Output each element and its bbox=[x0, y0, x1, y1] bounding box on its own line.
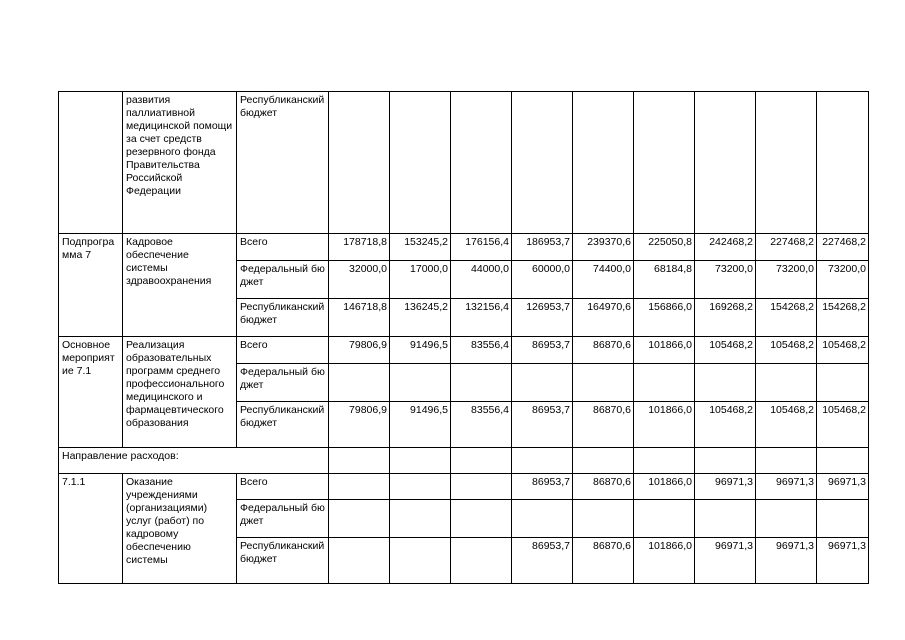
value-cell bbox=[695, 364, 756, 402]
budget-table bbox=[58, 91, 869, 584]
value-cell: 96971,3 bbox=[756, 538, 817, 584]
value-cell: 105468,2 bbox=[756, 337, 817, 364]
value-cell bbox=[817, 500, 869, 538]
value-cell: 83556,4 bbox=[451, 337, 512, 364]
source-cell: Республиканский бюджет bbox=[237, 299, 329, 337]
value-cell bbox=[817, 364, 869, 402]
value-cell bbox=[512, 92, 573, 234]
table-row bbox=[59, 448, 869, 474]
table-row bbox=[59, 234, 869, 261]
value-cell bbox=[573, 92, 634, 234]
value-cell: 44000,0 bbox=[451, 261, 512, 299]
value-cell: 86870,6 bbox=[573, 474, 634, 500]
value-cell bbox=[756, 92, 817, 234]
value-cell: 86870,6 bbox=[573, 538, 634, 584]
value-cell: 178718,8 bbox=[329, 234, 390, 261]
value-cell bbox=[756, 364, 817, 402]
value-cell: 86953,7 bbox=[512, 337, 573, 364]
value-cell: 176156,4 bbox=[451, 234, 512, 261]
value-cell: 96971,3 bbox=[756, 474, 817, 500]
value-cell bbox=[756, 500, 817, 538]
value-cell: 239370,6 bbox=[573, 234, 634, 261]
value-cell bbox=[573, 364, 634, 402]
value-cell: 227468,2 bbox=[817, 234, 869, 261]
empty-cell bbox=[695, 448, 756, 474]
empty-cell bbox=[512, 448, 573, 474]
value-cell: 186953,7 bbox=[512, 234, 573, 261]
table-row bbox=[59, 92, 869, 234]
value-cell bbox=[329, 364, 390, 402]
table-row bbox=[59, 337, 869, 364]
name-cell: Кадровое обеспечение системы здравоохранения bbox=[123, 234, 237, 337]
source-cell: Всего bbox=[237, 234, 329, 261]
source-cell: Республиканский бюджет bbox=[237, 538, 329, 584]
value-cell bbox=[634, 500, 695, 538]
value-cell: 154268,2 bbox=[817, 299, 869, 337]
value-cell: 227468,2 bbox=[756, 234, 817, 261]
value-cell bbox=[512, 500, 573, 538]
value-cell: 101866,0 bbox=[634, 474, 695, 500]
value-cell: 86870,6 bbox=[573, 337, 634, 364]
value-cell bbox=[390, 474, 451, 500]
source-cell: Всего bbox=[237, 474, 329, 500]
value-cell: 105468,2 bbox=[695, 337, 756, 364]
value-cell: 101866,0 bbox=[634, 402, 695, 448]
value-cell bbox=[451, 92, 512, 234]
source-cell: Федеральный бюджет bbox=[237, 364, 329, 402]
value-cell: 79806,9 bbox=[329, 402, 390, 448]
value-cell: 146718,8 bbox=[329, 299, 390, 337]
value-cell bbox=[512, 364, 573, 402]
value-cell: 132156,4 bbox=[451, 299, 512, 337]
value-cell bbox=[451, 364, 512, 402]
value-cell bbox=[634, 92, 695, 234]
value-cell: 225050,8 bbox=[634, 234, 695, 261]
value-cell: 83556,4 bbox=[451, 402, 512, 448]
value-cell: 136245,2 bbox=[390, 299, 451, 337]
source-cell: Федеральный бюджет bbox=[237, 500, 329, 538]
value-cell: 91496,5 bbox=[390, 402, 451, 448]
value-cell: 156866,0 bbox=[634, 299, 695, 337]
value-cell: 73200,0 bbox=[695, 261, 756, 299]
value-cell bbox=[573, 500, 634, 538]
source-cell: Республиканский бюджет bbox=[237, 92, 329, 234]
value-cell: 96971,3 bbox=[695, 474, 756, 500]
value-cell: 86953,7 bbox=[512, 474, 573, 500]
value-cell: 86953,7 bbox=[512, 538, 573, 584]
value-cell: 73200,0 bbox=[817, 261, 869, 299]
value-cell: 105468,2 bbox=[756, 402, 817, 448]
table-row bbox=[59, 474, 869, 500]
empty-cell bbox=[390, 448, 451, 474]
value-cell bbox=[695, 92, 756, 234]
code-cell bbox=[59, 92, 123, 234]
value-cell: 101866,0 bbox=[634, 538, 695, 584]
value-cell: 91496,5 bbox=[390, 337, 451, 364]
value-cell bbox=[451, 538, 512, 584]
value-cell bbox=[390, 500, 451, 538]
empty-cell bbox=[817, 448, 869, 474]
section-heading: Направление расходов: bbox=[59, 448, 329, 474]
value-cell bbox=[634, 364, 695, 402]
value-cell bbox=[451, 474, 512, 500]
code-cell: Подпрограмма 7 bbox=[59, 234, 123, 337]
value-cell: 164970,6 bbox=[573, 299, 634, 337]
value-cell: 79806,9 bbox=[329, 337, 390, 364]
code-cell: 7.1.1 bbox=[59, 474, 123, 584]
value-cell bbox=[817, 92, 869, 234]
value-cell: 105468,2 bbox=[817, 337, 869, 364]
value-cell: 169268,2 bbox=[695, 299, 756, 337]
value-cell bbox=[695, 500, 756, 538]
code-cell: Основное мероприятие 7.1 bbox=[59, 337, 123, 448]
value-cell: 105468,2 bbox=[817, 402, 869, 448]
name-cell: Оказание учреждениями (организациями) услуг (работ) по кадровому обеспечению системы bbox=[123, 474, 237, 584]
value-cell: 105468,2 bbox=[695, 402, 756, 448]
value-cell bbox=[390, 92, 451, 234]
name-cell: развития паллиативной медицинской помощи за счет средств резервного фонда Правительства Российской Федерации bbox=[123, 92, 237, 234]
name-cell: Реализация образовательных программ среднего профессионального медицинского и фармацевтического образования bbox=[123, 337, 237, 448]
value-cell: 17000,0 bbox=[390, 261, 451, 299]
value-cell: 101866,0 bbox=[634, 337, 695, 364]
value-cell: 73200,0 bbox=[756, 261, 817, 299]
empty-cell bbox=[329, 448, 390, 474]
value-cell bbox=[329, 92, 390, 234]
value-cell bbox=[329, 538, 390, 584]
value-cell bbox=[329, 500, 390, 538]
empty-cell bbox=[451, 448, 512, 474]
value-cell bbox=[390, 364, 451, 402]
value-cell: 154268,2 bbox=[756, 299, 817, 337]
value-cell: 153245,2 bbox=[390, 234, 451, 261]
value-cell: 86870,6 bbox=[573, 402, 634, 448]
value-cell: 242468,2 bbox=[695, 234, 756, 261]
value-cell: 68184,8 bbox=[634, 261, 695, 299]
source-cell: Всего bbox=[237, 337, 329, 364]
value-cell bbox=[451, 500, 512, 538]
value-cell: 126953,7 bbox=[512, 299, 573, 337]
value-cell: 86953,7 bbox=[512, 402, 573, 448]
value-cell: 74400,0 bbox=[573, 261, 634, 299]
value-cell bbox=[390, 538, 451, 584]
source-cell: Республиканский бюджет bbox=[237, 402, 329, 448]
empty-cell bbox=[634, 448, 695, 474]
value-cell: 32000,0 bbox=[329, 261, 390, 299]
empty-cell bbox=[573, 448, 634, 474]
value-cell: 96971,3 bbox=[817, 474, 869, 500]
value-cell: 96971,3 bbox=[817, 538, 869, 584]
source-cell: Федеральный бюджет bbox=[237, 261, 329, 299]
value-cell: 96971,3 bbox=[695, 538, 756, 584]
value-cell bbox=[329, 474, 390, 500]
empty-cell bbox=[756, 448, 817, 474]
value-cell: 60000,0 bbox=[512, 261, 573, 299]
